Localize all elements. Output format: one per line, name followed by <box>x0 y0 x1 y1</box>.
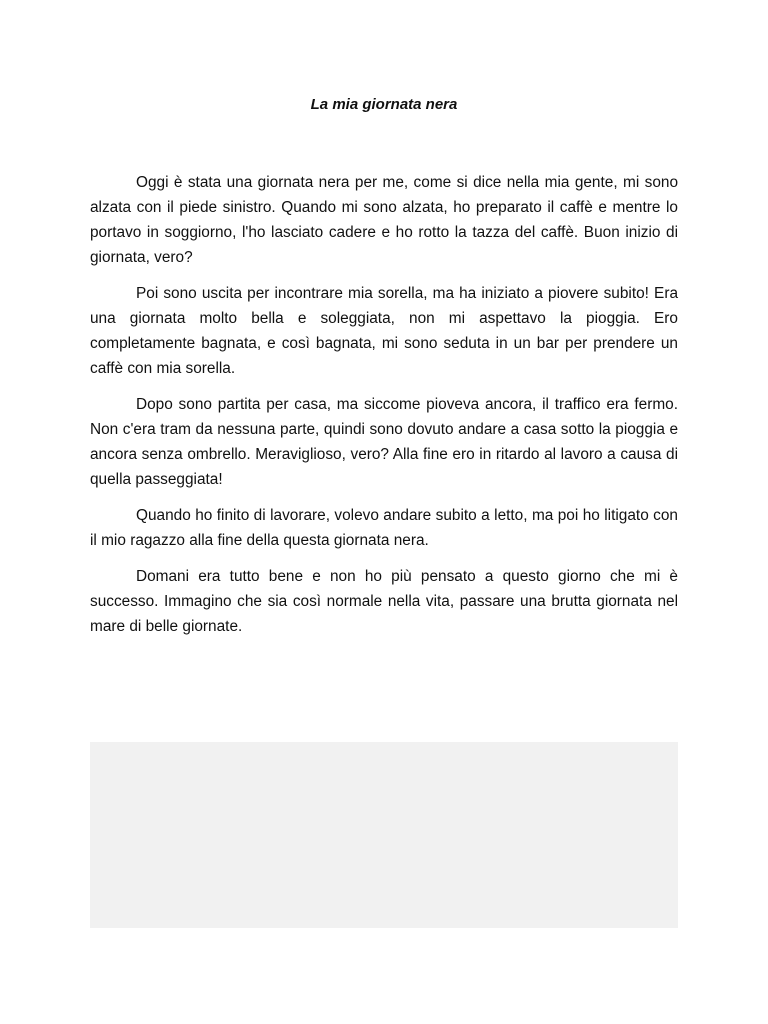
document-title: La mia giornata nera <box>310 96 458 113</box>
image-placeholder <box>90 742 678 928</box>
document-body <box>90 170 678 650</box>
paragraph-2: Poi sono uscita per incontrare mia sorella, ma ha iniziato a piovere subito! Era una giornata molto bella e soleggiata, non mi aspettavo la pioggia. Ero completamente bagnata, e così bagnata, mi sono seduta in un bar per prendere un caffè con mia sorella. <box>90 285 678 377</box>
paragraph-4: Quando ho finito di lavorare, volevo andare subito a letto, ma poi ho litigato con il mio ragazzo alla fine della questa giornata nera. <box>90 507 678 549</box>
paragraph-3: Dopo sono partita per casa, ma siccome pioveva ancora, il traffico era fermo. Non c'era tram da nessuna parte, quindi sono dovuto andare a casa sotto la pioggia e ancora senza ombrello. Meraviglioso, vero? Alla fine ero in ritardo al lavoro a causa di quella passeggiata! <box>90 396 678 488</box>
paragraph-1: Oggi è stata una giornata nera per me, come si dice nella mia gente, mi sono alzata con il piede sinistro. Quando mi sono alzata, ho preparato il caffè e mentre lo portavo in soggiorno, l'ho lasciato cadere e ho rotto la tazza del caffè. Buon inizio di giornata, vero? <box>90 174 678 266</box>
paragraph-5: Domani era tutto bene e non ho più pensato a questo giorno che mi è successo. Immagino che sia così normale nella vita, passare una brutta giornata nel mare di belle giornate. <box>90 568 678 635</box>
